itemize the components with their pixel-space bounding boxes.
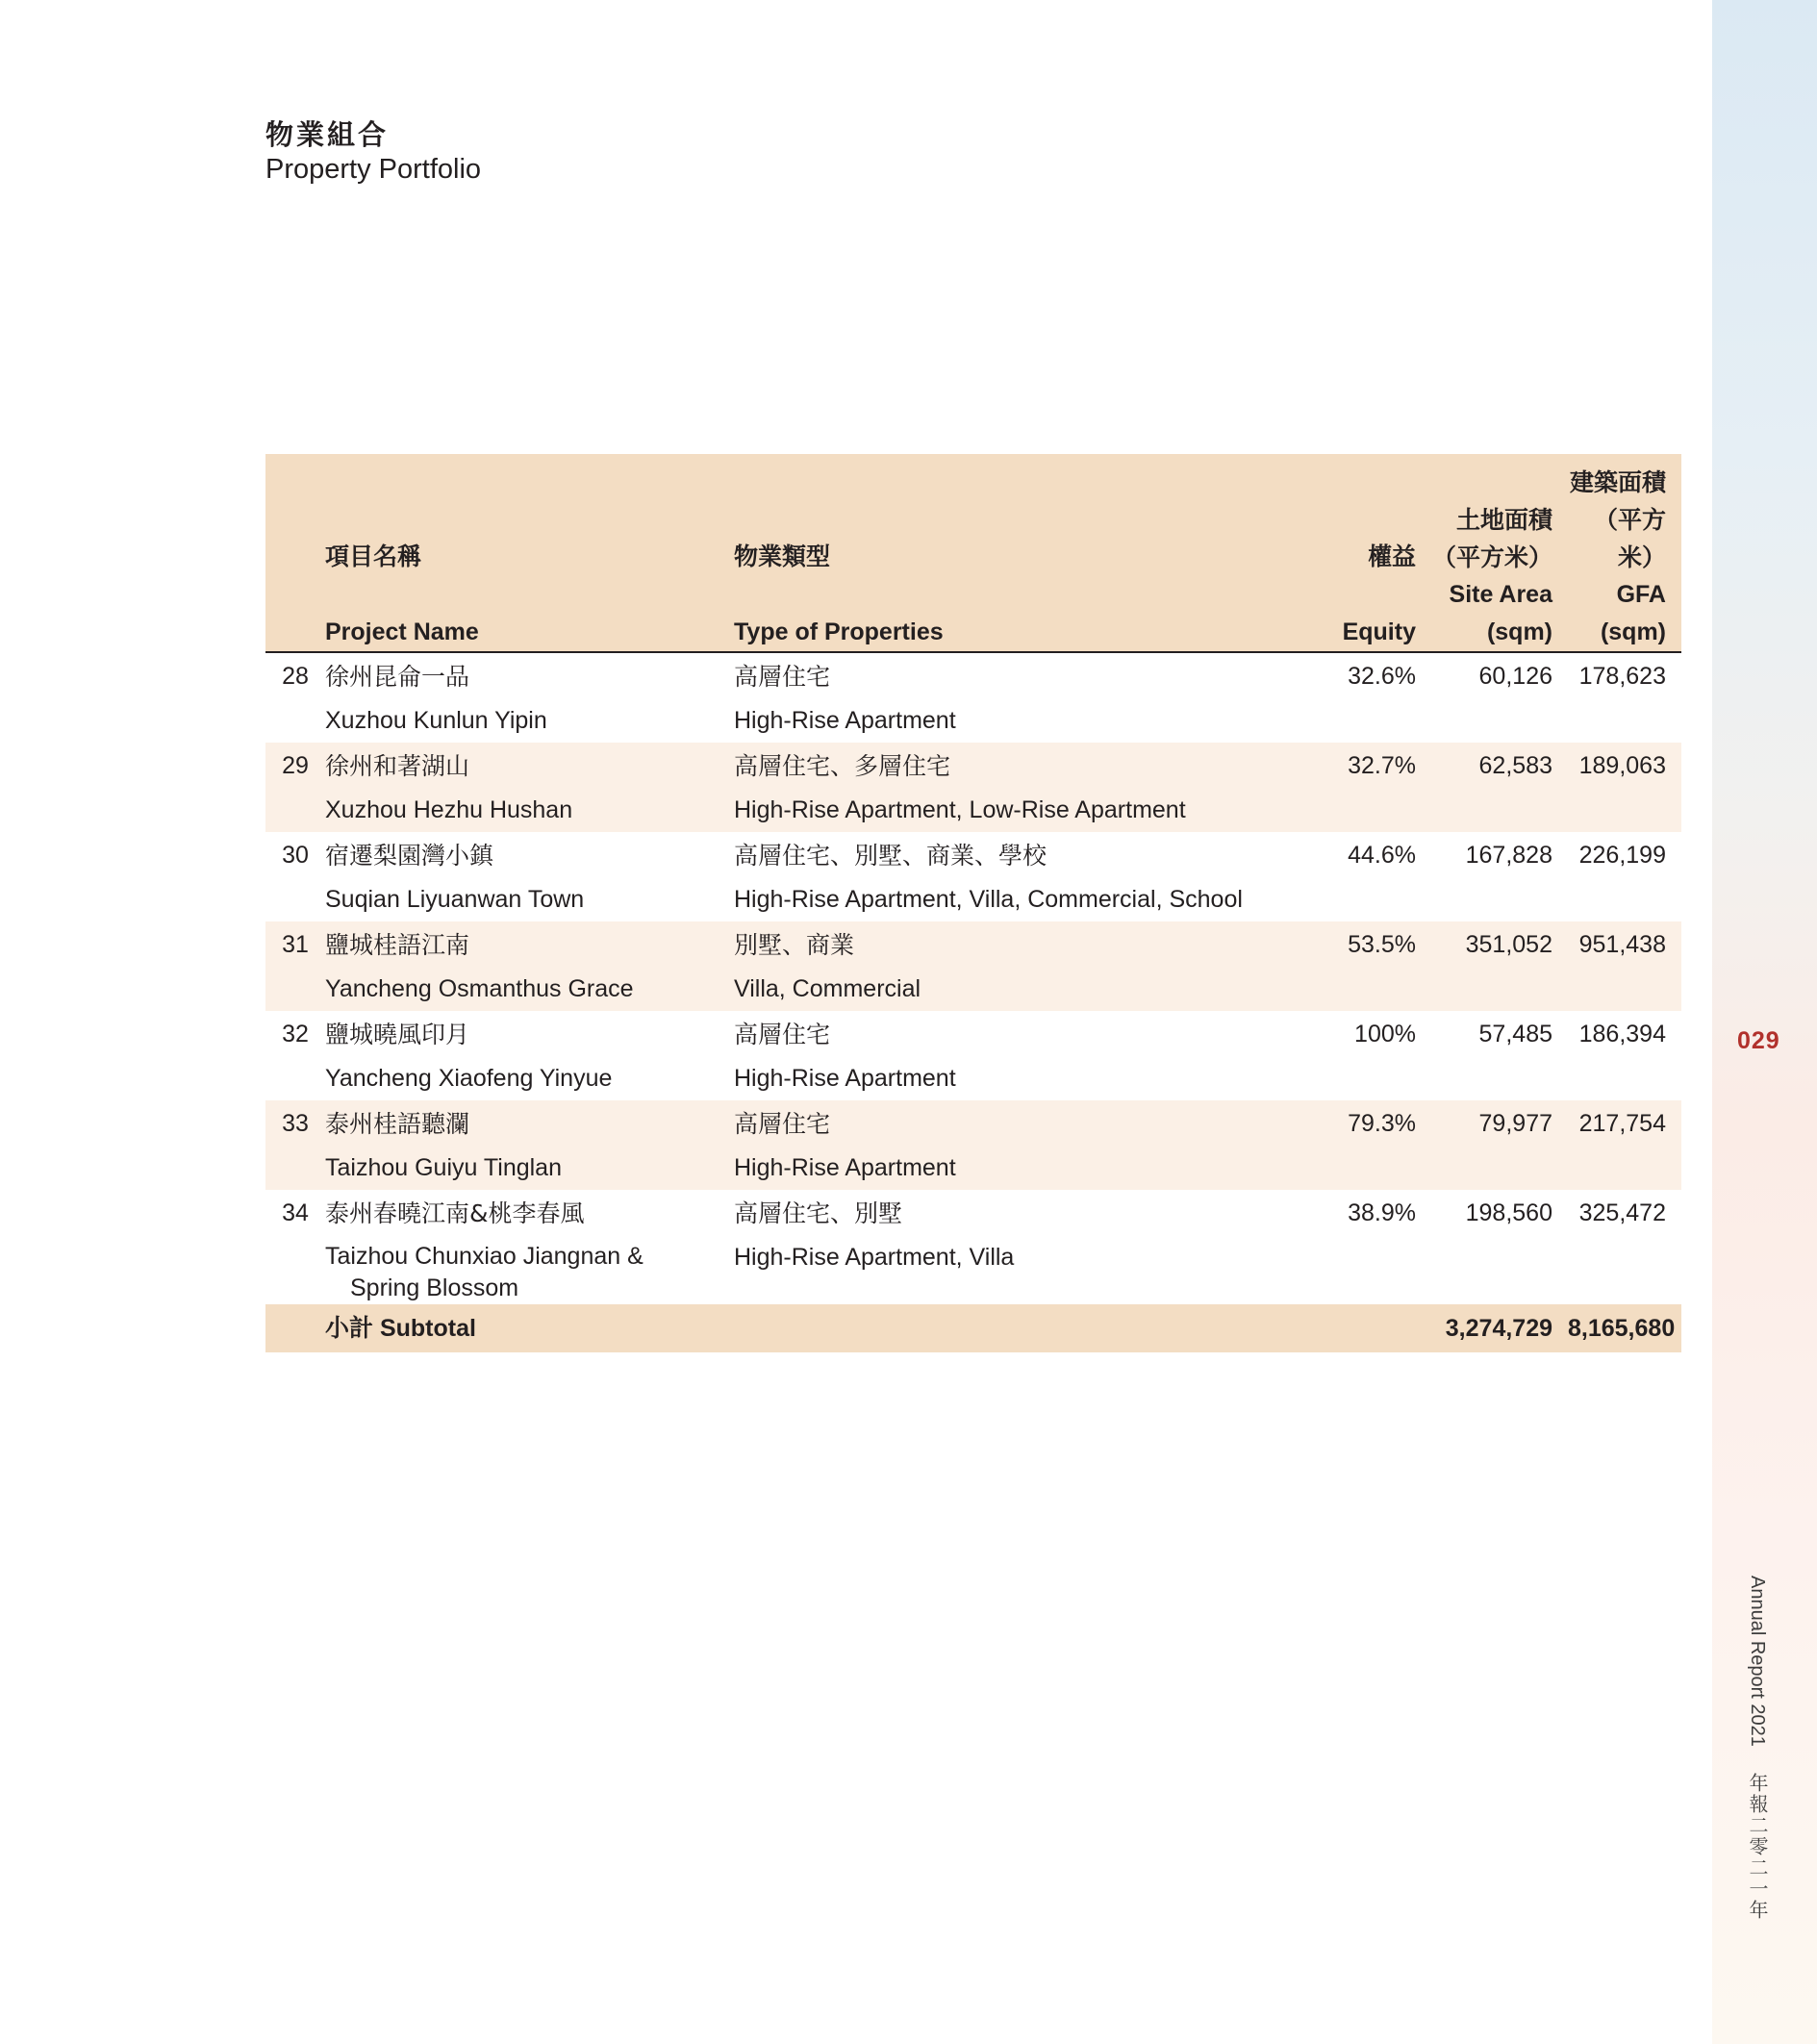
property-type-en: High-Rise Apartment — [734, 1146, 1301, 1190]
project-name-en: Xuzhou Hezhu Hushan — [325, 788, 734, 832]
row-number: 30 — [282, 842, 309, 869]
property-type-en: High-Rise Apartment, Low-Rise Apartment — [734, 788, 1301, 832]
project-name-zh: 徐州和著湖山 — [325, 743, 734, 788]
property-portfolio-table — [265, 454, 1681, 1352]
table-row — [265, 743, 1681, 788]
table-header-row — [265, 454, 1681, 652]
project-name-en: Yancheng Xiaofeng Yinyue — [325, 1065, 613, 1092]
table-row — [265, 1100, 1681, 1146]
site-area-value: 198,560 — [1465, 1199, 1552, 1226]
report-title-zh: 年報二零二一年 — [1746, 1773, 1769, 1922]
project-name-zh: 鹽城桂語江南 — [325, 921, 734, 967]
table-row-sub — [265, 1146, 1681, 1190]
equity-value: 100% — [1354, 1021, 1416, 1047]
subtotal-site-area: 3,274,729 — [1445, 1315, 1552, 1342]
header-equity-en: Equity — [1342, 618, 1416, 645]
header-project-name-zh: 項目名稱 — [325, 543, 422, 570]
site-area-value: 351,052 — [1431, 921, 1568, 967]
header-project-name-en: Project Name — [325, 618, 479, 645]
header-gfa-en-2: (sqm) — [1600, 618, 1666, 645]
project-name-en-line1: Taizhou Chunxiao Jiangnan & — [325, 1243, 644, 1270]
header-equity-zh: 權益 — [1367, 543, 1416, 570]
table-row — [265, 1011, 1681, 1056]
site-area-value: 57,485 — [1478, 1021, 1552, 1047]
gfa-value: 186,394 — [1578, 1021, 1666, 1047]
project-name-zh: 宿遷梨園灣小鎮 — [325, 842, 494, 870]
gfa-value: 325,472 — [1578, 1199, 1666, 1226]
row-number: 32 — [282, 1021, 309, 1047]
header-site-area — [1431, 454, 1568, 652]
gfa-value: 189,063 — [1568, 743, 1681, 788]
subtotal-label-en: Subtotal — [379, 1315, 476, 1342]
table-row-sub — [265, 1056, 1681, 1100]
table-row — [265, 1190, 1681, 1235]
equity-value: 53.5% — [1301, 921, 1431, 967]
table-row-sub — [265, 877, 1681, 921]
property-type-en: High-Rise Apartment, Villa — [734, 1244, 1015, 1271]
page-title-zh: 物業組合 — [265, 118, 390, 151]
equity-value: 38.9% — [1348, 1199, 1416, 1226]
subtotal-label-zh: 小計 — [325, 1314, 374, 1342]
project-name-en-line2: Spring Blossom — [350, 1274, 519, 1301]
property-type-zh: 別墅、商業 — [734, 921, 1301, 967]
property-type-zh: 高層住宅、別墅 — [734, 1199, 903, 1227]
equity-value: 32.6% — [1348, 663, 1416, 690]
project-name-en: Xuzhou Kunlun Yipin — [325, 707, 547, 734]
table-row-sub — [265, 1235, 1681, 1304]
project-name-zh: 泰州桂語聽瀾 — [325, 1100, 734, 1146]
property-type-zh: 高層住宅 — [734, 1100, 1301, 1146]
subtotal-label — [325, 1304, 734, 1352]
page-number: 029 — [1737, 1027, 1780, 1054]
site-area-value: 62,583 — [1431, 743, 1568, 788]
subtotal-gfa: 8,165,680 — [1568, 1315, 1676, 1342]
gfa-value: 951,438 — [1568, 921, 1681, 967]
header-gfa-zh-2: （平方米） — [1593, 506, 1666, 571]
property-portfolio-table-wrapper — [265, 454, 1681, 1352]
property-type-en: High-Rise Apartment — [734, 1065, 956, 1092]
row-number: 34 — [282, 1199, 309, 1226]
header-equity — [1301, 454, 1431, 652]
equity-value: 32.7% — [1301, 743, 1431, 788]
property-type-en: Villa, Commercial — [734, 967, 1301, 1011]
row-number: 29 — [265, 743, 325, 788]
report-footer — [1744, 1576, 1772, 1921]
header-gfa-zh-1: 建築面積 — [1569, 468, 1666, 496]
page-title — [265, 117, 481, 187]
site-area-value: 79,977 — [1431, 1100, 1568, 1146]
page-title-en: Property Portfolio — [265, 154, 482, 185]
header-gfa-en-1: GFA — [1616, 581, 1666, 608]
report-title-en: Annual Report 2021 — [1747, 1576, 1768, 1747]
property-type-zh: 高層住宅 — [734, 663, 831, 691]
equity-value: 44.6% — [1348, 842, 1416, 869]
header-site-area-en-2: (sqm) — [1486, 618, 1552, 645]
property-type-zh: 高層住宅、別墅、商業、學校 — [734, 842, 1047, 870]
property-type-en: High-Rise Apartment — [734, 707, 956, 734]
header-site-area-zh-1: 土地面積 — [1455, 506, 1552, 534]
table-row — [265, 832, 1681, 877]
property-type-zh: 高層住宅、多層住宅 — [734, 743, 1301, 788]
project-name-zh: 泰州春曉江南&桃李春風 — [325, 1199, 585, 1227]
header-type — [734, 454, 1301, 652]
site-area-value: 167,828 — [1465, 842, 1552, 869]
gfa-value: 217,754 — [1568, 1100, 1681, 1146]
site-area-value: 60,126 — [1478, 663, 1552, 690]
table-row-sub — [265, 967, 1681, 1011]
header-number — [265, 454, 325, 652]
project-name-en: Taizhou Guiyu Tinglan — [325, 1146, 734, 1190]
table-row-sub — [265, 698, 1681, 743]
gfa-value: 178,623 — [1578, 663, 1666, 690]
row-number: 33 — [265, 1100, 325, 1146]
table-row — [265, 921, 1681, 967]
subtotal-row — [265, 1304, 1681, 1352]
gfa-value: 226,199 — [1578, 842, 1666, 869]
project-name-en: Suqian Liyuanwan Town — [325, 886, 585, 913]
header-site-area-zh-2: （平方米） — [1431, 543, 1552, 571]
row-number: 28 — [282, 663, 309, 690]
table-row-sub — [265, 788, 1681, 832]
table-row — [265, 652, 1681, 698]
project-name-zh: 徐州昆侖一品 — [325, 663, 470, 691]
property-type-zh: 高層住宅 — [734, 1021, 831, 1048]
row-number: 31 — [265, 921, 325, 967]
project-name-en — [325, 1235, 734, 1304]
header-type-en: Type of Properties — [734, 618, 944, 645]
property-type-en: High-Rise Apartment, Villa, Commercial, School — [734, 886, 1243, 913]
project-name-zh: 鹽城曉風印月 — [325, 1021, 470, 1048]
header-project-name — [325, 454, 734, 652]
header-site-area-en-1: Site Area — [1449, 581, 1552, 608]
header-gfa — [1568, 454, 1681, 652]
equity-value: 79.3% — [1301, 1100, 1431, 1146]
header-type-zh: 物業類型 — [734, 543, 831, 570]
project-name-en: Yancheng Osmanthus Grace — [325, 967, 734, 1011]
